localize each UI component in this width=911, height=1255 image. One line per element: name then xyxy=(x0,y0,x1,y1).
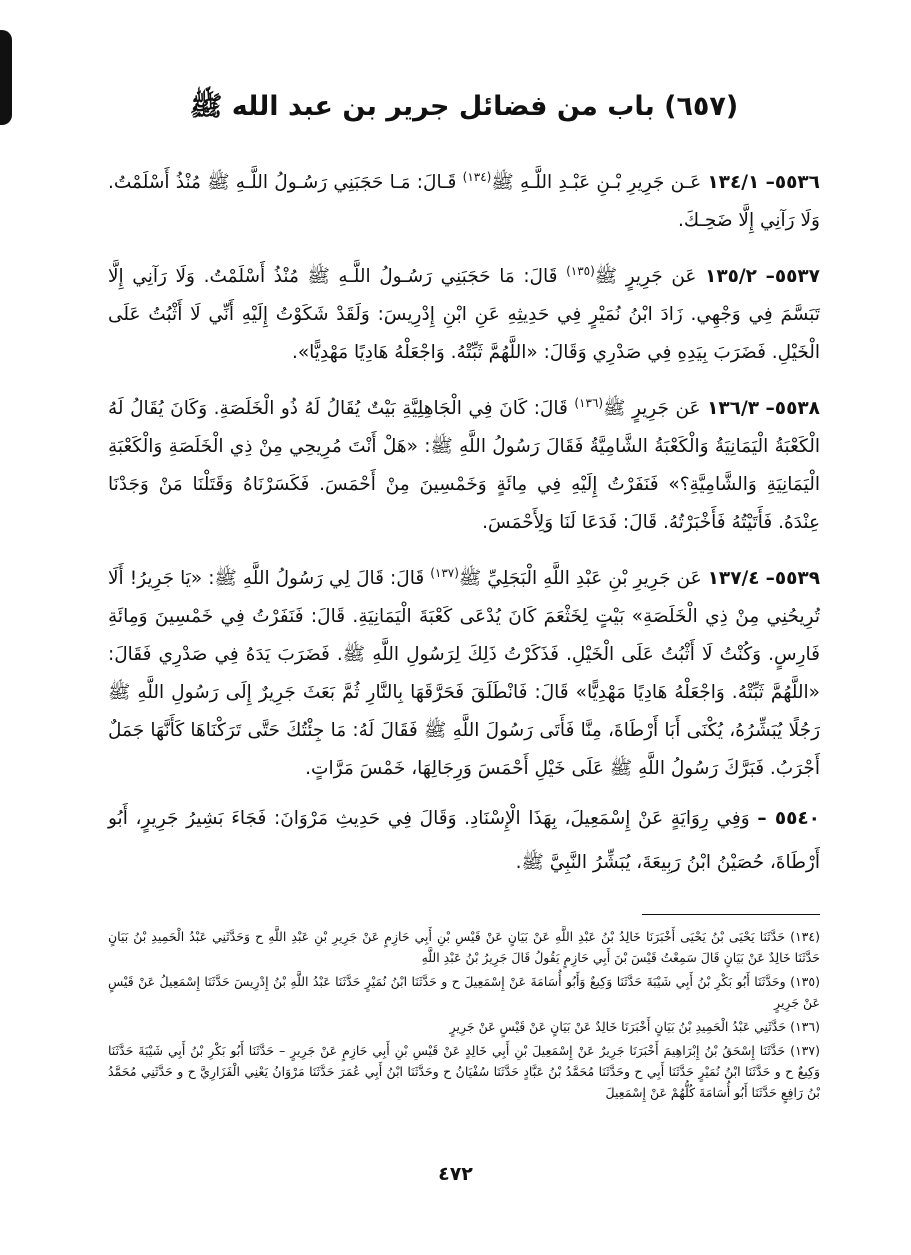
hadith-ref: ١٣٥/٢ xyxy=(705,266,757,288)
hadith-ref: ١٣٦/٣ xyxy=(707,398,760,420)
hadith-number: ٥٥٣٩– xyxy=(765,568,821,590)
footnote-marker: (١٣٦) xyxy=(574,396,604,411)
hadith-text-cont: قَالَ: مَا حَجَبَنِي رَسُـولُ اللَّـهِ ﷺ مُنْذُ أَسْلَمْتُ. وَلَا رَآنِي إِلَّا تَبَسَّمَ فِي وَجْهِي. زَادَ ابْنُ نُمَيْرٍ فِي حَدِيثِهِ عَنِ ابْنِ إِدْرِيسَ: وَلَقَدْ شَكَوْتُ إِلَيْهِ أَنِّي لَا أَثْبُتُ عَلَى الْخَيْلِ. فَضَرَبَ بِيَدِهِ فِي صَدْرِي وَقَالَ: «اللَّهُمَّ ثَبِّتْهُ. وَاجْعَلْهُ هَادِيًا مَهْدِيًّا». xyxy=(108,266,820,364)
hadith-text: عَن جَرِيرِ بْنِ عَبْدِ اللَّهِ الْبَجَلِيِّ ﷺ xyxy=(458,568,702,590)
page-body xyxy=(108,88,820,895)
footnotes xyxy=(108,926,820,1106)
hadith-text: عَـن جَرِيرِ بْـنِ عَبْـدِ اللَّـهِ ﷺ xyxy=(491,171,702,193)
hadith-5539 xyxy=(108,554,820,788)
hadith-number: ٥٥٤٠ – xyxy=(757,808,820,830)
page-number: ٤٧٢ xyxy=(438,1163,473,1185)
hadith-ref: ١٣٤/١ xyxy=(707,171,760,193)
footnote-marker: (١٣٤) xyxy=(462,169,492,184)
hadith-text-cont: قَالَ: قَالَ لِي رَسُولُ اللَّهِ ﷺ: «يَا جَرِيرُ! أَلَا تُرِيحُنِي مِنْ ذِي الْخَلَصَةِ» بَيْتٍ لِخَثْعَمَ كَانَ يُدْعَى كَعْبَةَ الْيَمَانِيَةِ. قَالَ: فَنَفَرْتُ فِي خَمْسِينَ وَمِائَةِ فَارِسٍ. وَكُنْتُ لَا أَثْبُتُ عَلَى الْخَيْلِ. فَذَكَرْتُ ذَلِكَ لِرَسُولِ اللَّهِ ﷺ. فَضَرَبَ يَدَهُ فِي صَدْرِي فَقَالَ: «اللَّهُمَّ ثَبِّتْهُ. وَاجْعَلْهُ هَادِيًا مَهْدِيًّا» قَالَ: فَانْطَلَقَ فَحَرَّقَهَا بِالنَّارِ ثُمَّ بَعَثَ جَرِيرٌ إِلَى رَسُولِ اللَّهِ ﷺ رَجُلًا يُبَشِّرُهُ، يُكْنَى أَبَا أَرْطَاةَ، مِنَّا فَأَتَى رَسُولَ اللَّهِ ﷺ فَقَالَ لَهُ: مَا جِئْتُكَ حَتَّى تَرَكْنَاهَا كَأَنَّهَا جَمَلٌ أَجْرَبُ. فَبَرَّكَ رَسُولُ اللَّهِ ﷺ عَلَى خَيْلِ أَحْمَسَ وَرِجَالِهَا، خَمْسَ مَرَّاتٍ. xyxy=(108,568,820,780)
scan-edge-mark xyxy=(0,30,12,125)
hadith-5536 xyxy=(108,158,820,240)
hadith-text-cont: قَـالَ: مَـا حَجَبَنِي رَسُـولُ اللَّـهِ ﷺ مُنْذُ أَسْلَمْتُ. وَلَا رَآنِي إِلَّا ضَحِـكَ. xyxy=(108,171,820,231)
hadith-number: ٥٥٣٧– xyxy=(765,266,820,288)
hadith-ref: ١٣٧/٤ xyxy=(707,568,760,590)
footnote-137: (١٣٧) حَدَّثَنَا إِسْحَقُ بْنُ إِبْرَاهِيمَ أَخْبَرَنَا جَرِيرٌ عَنْ إِسْمَعِيلَ بْنِ أَبِي خَالِدٍ عَنْ قَيْسِ بْنِ أَبِي حَازِمٍ عَنْ جَرِيرٍ – حَدَّثَنَا أَبُو بَكْرِ بْنُ أَبِي شَيْبَةَ حَدَّثَنَا وَكِيعٌ ح و حَدَّثَنَا ابْنُ نُمَيْرٍ حَدَّثَنَا أَبِي ح وحَدَّثَنَا مُحَمَّدُ بْنُ عَبَّادٍ حَدَّثَنَا سُفْيَانُ ح وحَدَّثَنَا ابْنُ أَبِي عُمَرَ حَدَّثَنَا مَرْوَانُ يَعْنِي الْفَزَارِيَّ ح و حَدَّثَنِي مُحَمَّدُ بْنُ رَافِعٍ حَدَّثَنَا أَبُو أُسَامَةَ كُلُّهُمْ عَنْ إِسْمَعِيلَ xyxy=(108,1043,820,1100)
hadith-number: ٥٥٣٦– xyxy=(765,171,820,193)
footnote-135: (١٣٥) وحَدَّثَنَا أَبُو بَكْرِ بْنُ أَبِي شَيْبَةَ حَدَّثَنَا وَكِيعٌ وَأَبُو أُسَامَةَ عَنْ إِسْمَعِيلَ ح و حَدَّثَنَا ابْنُ نُمَيْرٍ حَدَّثَنَا عَبْدُ اللَّهِ بْنُ إِدْرِيسَ حَدَّثَنَا إِسْمَعِيلُ عَنْ قَيْسٍ عَنْ جَرِيرٍ xyxy=(108,974,820,1010)
footnote-marker: (١٣٧) xyxy=(430,566,459,581)
hadith-5538 xyxy=(108,384,820,542)
hadith-5537 xyxy=(108,252,820,372)
footnote-134: (١٣٤) حَدَّثَنَا يَحْيَى بْنُ يَحْيَى أَخْبَرَنَا خَالِدُ بْنُ عَبْدِ اللَّهِ عَنْ بَيَانٍ عَنْ قَيْسِ بْنِ أَبِي حَازِمٍ عَنْ جَرِيرِ بْنِ عَبْدِ اللَّهِ ح وَحَدَّثَنِي عَبْدُ الْحَمِيدِ بْنُ بَيَانٍ حَدَّثَنَا خَالِدٌ عَنْ بَيَانٍ قَالَ سَمِعْتُ قَيْسَ بْنَ أَبِي حَازِمٍ يَقُولُ قَالَ جَرِيرُ بْنُ عَبْدِ اللَّهِ xyxy=(108,929,820,965)
chapter-title: (٦٥٧) باب من فضائل جرير بن عبد الله ﷺ xyxy=(189,91,739,122)
footnote-divider xyxy=(642,914,820,915)
hadith-text: وَفِي رِوَايَةٍ عَنْ إِسْمَعِيلَ، بِهَذَا الْإِسْنَادِ. وَقَالَ فِي حَدِيثِ مَرْوَانَ: فَجَاءَ بَشِيرُ جَرِيرٍ، أَبُو أَرْطَاةَ، حُصَيْنُ ابْنُ رَبِيعَةَ، يُبَشِّرُ النَّبِيَّ ﷺ. xyxy=(108,808,820,874)
footnote-marker: (١٣٥) xyxy=(566,263,595,278)
hadith-text-cont: قَالَ: كَانَ فِي الْجَاهِلِيَّةِ بَيْتٌ يُقَالُ لَهُ ذُو الْخَلَصَةِ. وَكَانَ يُقَالُ لَهُ الْكَعْبَةُ الْيَمَانِيَةُ وَالْكَعْبَةُ الشَّامِيَّةُ فَقَالَ رَسُولُ اللَّهِ ﷺ: «هَلْ أَنْتَ مُرِيحِي مِنْ ذِي الْخَلَصَةِ وَالْكَعْبَةِ الْيَمَانِيَةِ وَالشَّامِيَّةِ؟» فَنَفَرْتُ إِلَيْهِ فِي مِائَةٍ وَخَمْسِينَ مِنْ أَحْمَسَ. فَكَسَرْنَاهُ وَقَتَلْنَا مَنْ وَجَدْنَا عِنْدَهُ. فَأَتَيْتُهُ فَأَخْبَرْتُهُ. قَالَ: فَدَعَا لَنَا وَلِأَحْمَسَ. xyxy=(108,398,820,534)
footnote-136: (١٣٦) حَدَّثَنِي عَبْدُ الْحَمِيدِ بْنُ بَيَانٍ أَخْبَرَنَا خَالِدٌ عَنْ بَيَانٍ عَنْ قَيْسٍ عَنْ جَرِيرٍ xyxy=(449,1019,820,1034)
hadith-text: عَن جَرِيرٍ ﷺ xyxy=(594,266,697,288)
hadith-text: عَن جَرِيرٍ ﷺ xyxy=(603,398,701,420)
hadith-5540 xyxy=(108,800,820,882)
hadith-number: ٥٥٣٨– xyxy=(765,398,820,420)
